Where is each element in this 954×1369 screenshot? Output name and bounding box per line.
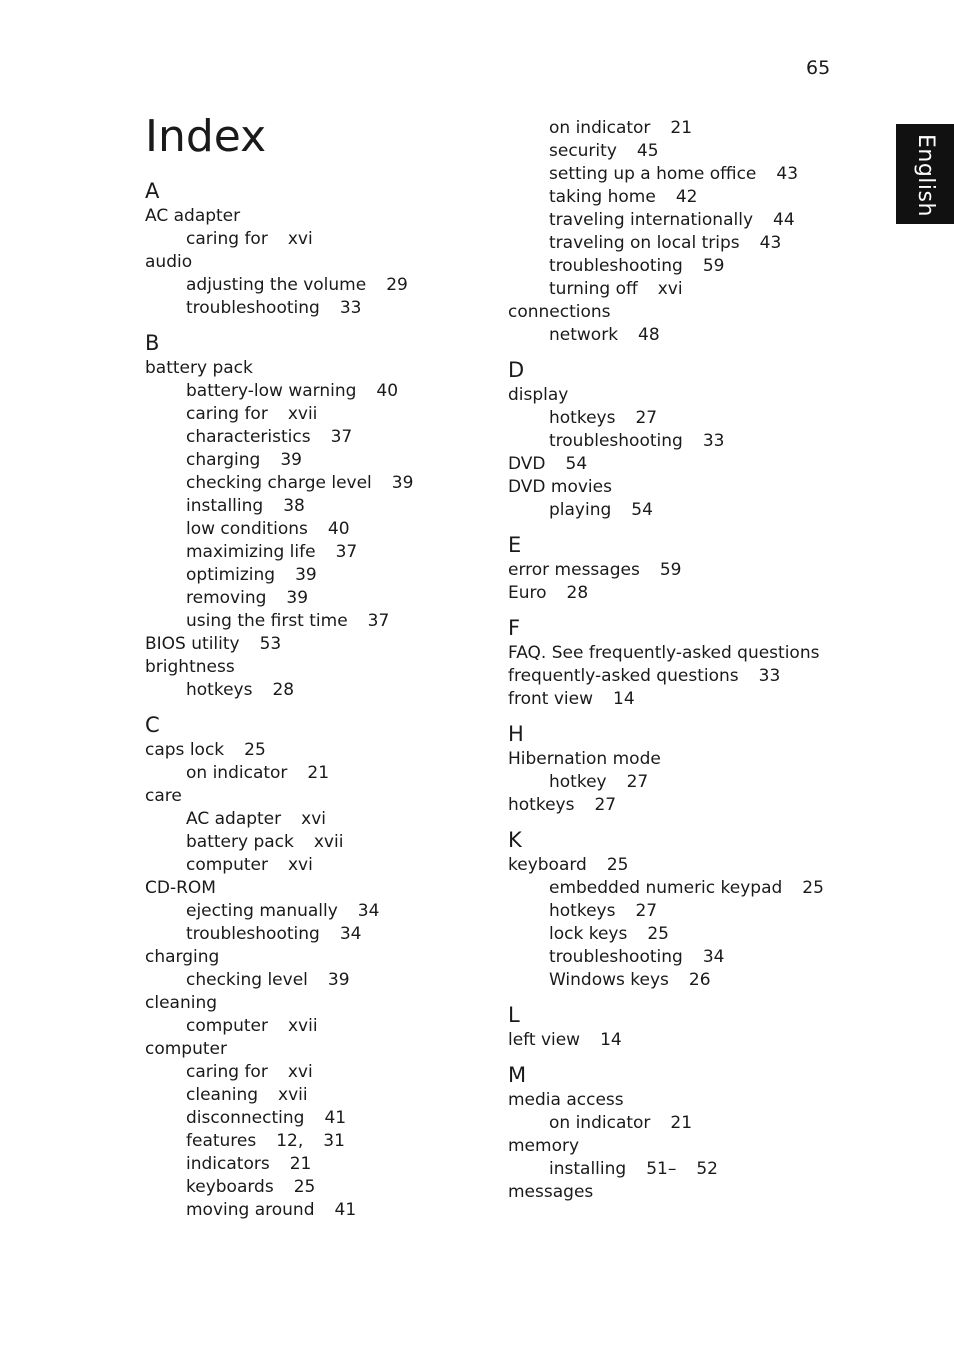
entry-term: troubleshooting <box>549 256 683 276</box>
page-reference[interactable]: 39 <box>391 473 414 493</box>
page-reference[interactable]: 31 <box>323 1131 345 1151</box>
language-tab-label: English <box>913 134 938 217</box>
page-reference[interactable]: xvii <box>278 1085 308 1105</box>
entry-term: hotkeys <box>186 680 253 700</box>
entry-term: hotkeys <box>549 408 616 428</box>
section-letter: A <box>145 179 160 203</box>
entry-term: security <box>549 141 617 161</box>
index-section <box>508 711 868 817</box>
page-reference[interactable]: 27 <box>594 795 617 815</box>
index-subentry <box>508 278 868 301</box>
entry-term: memory <box>508 1136 580 1156</box>
page-reference[interactable]: 27 <box>635 901 658 921</box>
section-letter: M <box>508 1063 527 1087</box>
entry-term: removing <box>186 588 267 608</box>
index-subentry <box>145 831 485 854</box>
entry-term: on indicator <box>186 763 288 783</box>
index-subentry <box>508 324 868 347</box>
entry-term: brightness <box>145 657 235 677</box>
index-subentry <box>145 449 485 472</box>
page-reference[interactable]: xvi <box>288 855 313 875</box>
entry-term: moving around <box>186 1200 315 1220</box>
page-reference[interactable]: 34 <box>339 924 362 944</box>
page-title: Index <box>145 111 267 162</box>
entry-term: traveling internationally <box>549 210 753 230</box>
page-reference[interactable]: 25 <box>606 855 629 875</box>
page-reference[interactable]: 34 <box>357 901 380 921</box>
page-reference[interactable]: 28 <box>272 680 295 700</box>
index-subentry <box>508 186 868 209</box>
page-reference[interactable]: 43 <box>776 164 799 184</box>
entry-term: caring for <box>186 1062 268 1082</box>
index-subentry <box>508 117 868 140</box>
page-reference[interactable]: xvii <box>287 404 318 424</box>
index-subentry <box>145 1107 485 1130</box>
page-reference[interactable]: 21 <box>289 1154 312 1174</box>
page-reference[interactable]: 41 <box>324 1108 347 1128</box>
entry-term: care <box>145 786 182 806</box>
entry-term: CD-ROM <box>145 878 216 898</box>
entry-term: FAQ. See frequently-asked questions <box>508 643 820 663</box>
entry-term: network <box>549 325 619 345</box>
entry-term: connections <box>508 302 611 322</box>
page-reference[interactable]: 33 <box>702 431 725 451</box>
index-subentry <box>145 1015 485 1038</box>
page-reference[interactable]: xvi <box>287 1062 313 1082</box>
entry-term: on indicator <box>549 118 651 138</box>
index-section <box>508 117 868 347</box>
entry-term: features <box>186 1131 257 1151</box>
entry-term: installing <box>549 1159 627 1179</box>
entry-term: Euro <box>508 583 547 603</box>
entry-term: charging <box>145 947 220 967</box>
index-entry <box>508 1181 868 1204</box>
page-reference[interactable]: 39 <box>286 588 309 608</box>
index-entry <box>508 1135 868 1158</box>
index-subentry <box>508 407 868 430</box>
index-entry <box>508 748 868 771</box>
page-reference[interactable]: 37 <box>330 427 353 447</box>
page-reference[interactable]: 21 <box>670 1113 693 1133</box>
index-subentry <box>508 771 868 794</box>
entry-term: cleaning <box>186 1085 259 1105</box>
page-reference[interactable]: 43 <box>759 233 782 253</box>
index-entry <box>508 384 868 407</box>
page-reference[interactable]: 41 <box>334 1200 357 1220</box>
index-subentry <box>145 1061 485 1084</box>
index-entry <box>145 633 485 656</box>
section-spacer <box>508 522 868 531</box>
index-subentry <box>145 380 485 403</box>
index-entry <box>145 205 485 228</box>
index-subentry <box>508 140 868 163</box>
entry-term: computer <box>186 855 268 875</box>
entry-term: lock keys <box>549 924 628 944</box>
entry-term: troubleshooting <box>549 431 683 451</box>
page-reference[interactable]: 37 <box>335 542 358 562</box>
index-section <box>508 522 868 605</box>
index-subentry <box>145 274 485 297</box>
page-reference[interactable]: 44 <box>773 210 795 230</box>
page-reference[interactable]: xvi <box>657 279 683 299</box>
entry-term: media access <box>508 1090 624 1110</box>
entry-term: messages <box>508 1182 594 1202</box>
section-spacer <box>145 702 485 711</box>
entry-term: optimizing <box>186 565 276 585</box>
page-reference[interactable]: xvii <box>313 832 344 852</box>
entry-term: battery-low warning <box>186 381 357 401</box>
entry-term: frequently-asked questions <box>508 666 739 686</box>
entry-term: installing <box>186 496 264 516</box>
page-reference[interactable]: 48 <box>638 325 660 345</box>
entry-term: indicators <box>186 1154 270 1174</box>
index-entry <box>145 656 485 679</box>
page-reference[interactable]: 51– <box>646 1159 677 1179</box>
page-reference[interactable]: 25 <box>244 740 266 760</box>
entry-term: checking charge level <box>186 473 372 493</box>
page-reference[interactable]: 26 <box>688 970 711 990</box>
index-subentry <box>145 426 485 449</box>
page-reference[interactable]: 33 <box>758 666 781 686</box>
entry-term: ejecting manually <box>186 901 338 921</box>
entry-term: troubleshooting <box>186 924 320 944</box>
entry-term: low conditions <box>186 519 308 539</box>
page-reference[interactable]: 14 <box>613 689 635 709</box>
index-entry <box>508 476 868 499</box>
language-tab <box>896 124 954 224</box>
entry-term: AC adapter <box>186 809 282 829</box>
index-entry <box>508 582 868 605</box>
index-subentry <box>145 1176 485 1199</box>
index-subentry <box>145 587 485 610</box>
index-subentry <box>145 610 485 633</box>
page-reference[interactable]: 34 <box>702 947 725 967</box>
section-letter: L <box>508 1003 520 1027</box>
index-section <box>508 347 868 522</box>
entry-term: keyboards <box>186 1177 274 1197</box>
index-entry <box>145 1038 485 1061</box>
entry-term: charging <box>186 450 261 470</box>
page-reference[interactable]: 21 <box>307 763 330 783</box>
page-reference[interactable]: 39 <box>280 450 302 470</box>
page-reference[interactable]: 40 <box>376 381 399 401</box>
page-reference[interactable]: xvi <box>287 229 313 249</box>
entry-term: computer <box>145 1039 227 1059</box>
entry-term: battery pack <box>145 358 253 378</box>
page-reference[interactable]: 25 <box>293 1177 316 1197</box>
page-reference[interactable]: 14 <box>600 1030 622 1050</box>
entry-term: characteristics <box>186 427 311 447</box>
entry-term: display <box>508 385 569 405</box>
entry-term: adjusting the volume <box>186 275 367 295</box>
index-subentry <box>145 518 485 541</box>
index-entry <box>508 665 868 688</box>
entry-term: maximizing life <box>186 542 316 562</box>
section-spacer <box>508 992 868 1001</box>
index-section <box>508 817 868 992</box>
index-subentry <box>508 1112 868 1135</box>
page-reference[interactable]: 39 <box>295 565 317 585</box>
entry-term: error messages <box>508 560 640 580</box>
page-reference[interactable]: 39 <box>327 970 350 990</box>
entry-term: front view <box>508 689 593 709</box>
entry-term: DVD movies <box>508 477 612 497</box>
page-reference[interactable]: 29 <box>386 275 408 295</box>
index-column-right <box>508 117 868 1204</box>
entry-term: DVD <box>508 454 546 474</box>
index-section <box>145 702 485 1222</box>
entry-term: hotkey <box>549 772 607 792</box>
section-letter: D <box>508 358 525 382</box>
index-subentry <box>145 495 485 518</box>
index-subentry <box>508 209 868 232</box>
index-entry <box>508 688 868 711</box>
section-letter: B <box>145 331 160 355</box>
section-letter: E <box>508 533 522 557</box>
index-entry <box>508 301 868 324</box>
index-subentry <box>145 228 485 251</box>
page-reference[interactable]: xvi <box>301 809 326 829</box>
entry-term: turning off <box>549 279 638 299</box>
entry-term: troubleshooting <box>186 298 320 318</box>
entry-term: audio <box>145 252 193 272</box>
index-entry <box>508 1029 868 1052</box>
page-reference[interactable]: 59 <box>659 560 682 580</box>
page-reference[interactable]: 27 <box>626 772 649 792</box>
page-reference[interactable]: 25 <box>802 878 824 898</box>
entry-term: battery pack <box>186 832 294 852</box>
index-subentry <box>145 900 485 923</box>
index-subentry <box>145 564 485 587</box>
entry-term: taking home <box>549 187 656 207</box>
entry-term: checking level <box>186 970 308 990</box>
index-subentry <box>508 232 868 255</box>
entry-term: hotkeys <box>549 901 616 921</box>
index-entry <box>145 357 485 380</box>
entry-term: caring for <box>186 404 268 424</box>
index-subentry <box>145 1199 485 1222</box>
entry-term: traveling on local trips <box>549 233 740 253</box>
entry-term: caring for <box>186 229 268 249</box>
index-subentry <box>145 808 485 831</box>
index-column-left <box>145 177 485 1222</box>
index-subentry <box>145 1153 485 1176</box>
index-entry <box>145 877 485 900</box>
section-spacer <box>508 817 868 826</box>
index-entry <box>508 854 868 877</box>
index-subentry <box>508 946 868 969</box>
page-reference[interactable]: 21 <box>670 118 693 138</box>
index-entry <box>145 946 485 969</box>
entry-term: caps lock <box>145 740 225 760</box>
index-entry <box>508 453 868 476</box>
index-subentry <box>145 854 485 877</box>
index-subentry <box>145 297 485 320</box>
page-reference[interactable]: 54 <box>631 500 653 520</box>
section-spacer <box>508 605 868 614</box>
index-subentry <box>145 923 485 946</box>
index-subentry <box>508 877 868 900</box>
index-entry <box>508 559 868 582</box>
index-subentry <box>145 472 485 495</box>
section-letter: H <box>508 722 524 746</box>
page-reference[interactable]: 54 <box>565 454 588 474</box>
index-section <box>145 177 485 320</box>
section-spacer <box>145 320 485 329</box>
index-subentry <box>145 762 485 785</box>
page-reference[interactable]: 53 <box>259 634 282 654</box>
page-reference[interactable]: 59 <box>702 256 725 276</box>
index-entry <box>145 992 485 1015</box>
page-reference[interactable]: 52 <box>696 1159 718 1179</box>
index-subentry <box>145 679 485 702</box>
entry-term: embedded numeric keypad <box>549 878 783 898</box>
entry-term: Hibernation mode <box>508 749 661 769</box>
index-subentry <box>508 430 868 453</box>
index-subentry <box>508 163 868 186</box>
index-subentry <box>508 900 868 923</box>
index-subentry <box>145 969 485 992</box>
index-entry <box>508 794 868 817</box>
index-subentry <box>508 499 868 522</box>
entry-term: cleaning <box>145 993 218 1013</box>
page-reference[interactable]: 37 <box>367 611 390 631</box>
index-section <box>508 1052 868 1204</box>
section-letter: C <box>145 713 160 737</box>
page-reference[interactable]: 28 <box>566 583 589 603</box>
section-spacer <box>508 347 868 356</box>
index-subentry <box>508 923 868 946</box>
index-entry <box>145 739 485 762</box>
index-entry <box>145 251 485 274</box>
index-section <box>508 992 868 1052</box>
index-subentry <box>508 255 868 278</box>
page-reference[interactable]: 12, <box>276 1131 304 1151</box>
index-section <box>508 605 868 711</box>
index-subentry <box>145 403 485 426</box>
entry-term: AC adapter <box>145 206 241 226</box>
page-reference[interactable]: 27 <box>635 408 658 428</box>
page-reference[interactable]: 25 <box>647 924 669 944</box>
index-subentry <box>145 541 485 564</box>
entry-term: left view <box>508 1030 581 1050</box>
index-section <box>145 320 485 702</box>
entry-term: using the first time <box>186 611 348 631</box>
page-number: 65 <box>806 57 831 79</box>
page-reference[interactable]: xvii <box>288 1016 318 1036</box>
page-reference[interactable]: 40 <box>327 519 350 539</box>
section-letter: K <box>508 828 522 852</box>
entry-term: Windows keys <box>549 970 669 990</box>
entry-term: setting up a home office <box>549 164 757 184</box>
index-subentry <box>508 969 868 992</box>
page-reference[interactable]: 38 <box>283 496 305 516</box>
index-subentry <box>508 1158 868 1181</box>
entry-term: keyboard <box>508 855 587 875</box>
page-reference[interactable]: 42 <box>675 187 698 207</box>
entry-term: hotkeys <box>508 795 575 815</box>
entry-term: BIOS utility <box>145 634 240 654</box>
section-spacer <box>508 711 868 720</box>
section-letter: F <box>508 616 521 640</box>
entry-term: on indicator <box>549 1113 651 1133</box>
index-entry <box>145 785 485 808</box>
index-subentry <box>145 1130 485 1153</box>
entry-term: disconnecting <box>186 1108 305 1128</box>
section-spacer <box>508 1052 868 1061</box>
index-entry <box>508 1089 868 1112</box>
page-reference[interactable]: 45 <box>636 141 659 161</box>
entry-term: playing <box>549 500 612 520</box>
index-entry <box>508 642 868 665</box>
page-reference[interactable]: 33 <box>339 298 362 318</box>
entry-term: computer <box>186 1016 268 1036</box>
index-subentry <box>145 1084 485 1107</box>
entry-term: troubleshooting <box>549 947 683 967</box>
